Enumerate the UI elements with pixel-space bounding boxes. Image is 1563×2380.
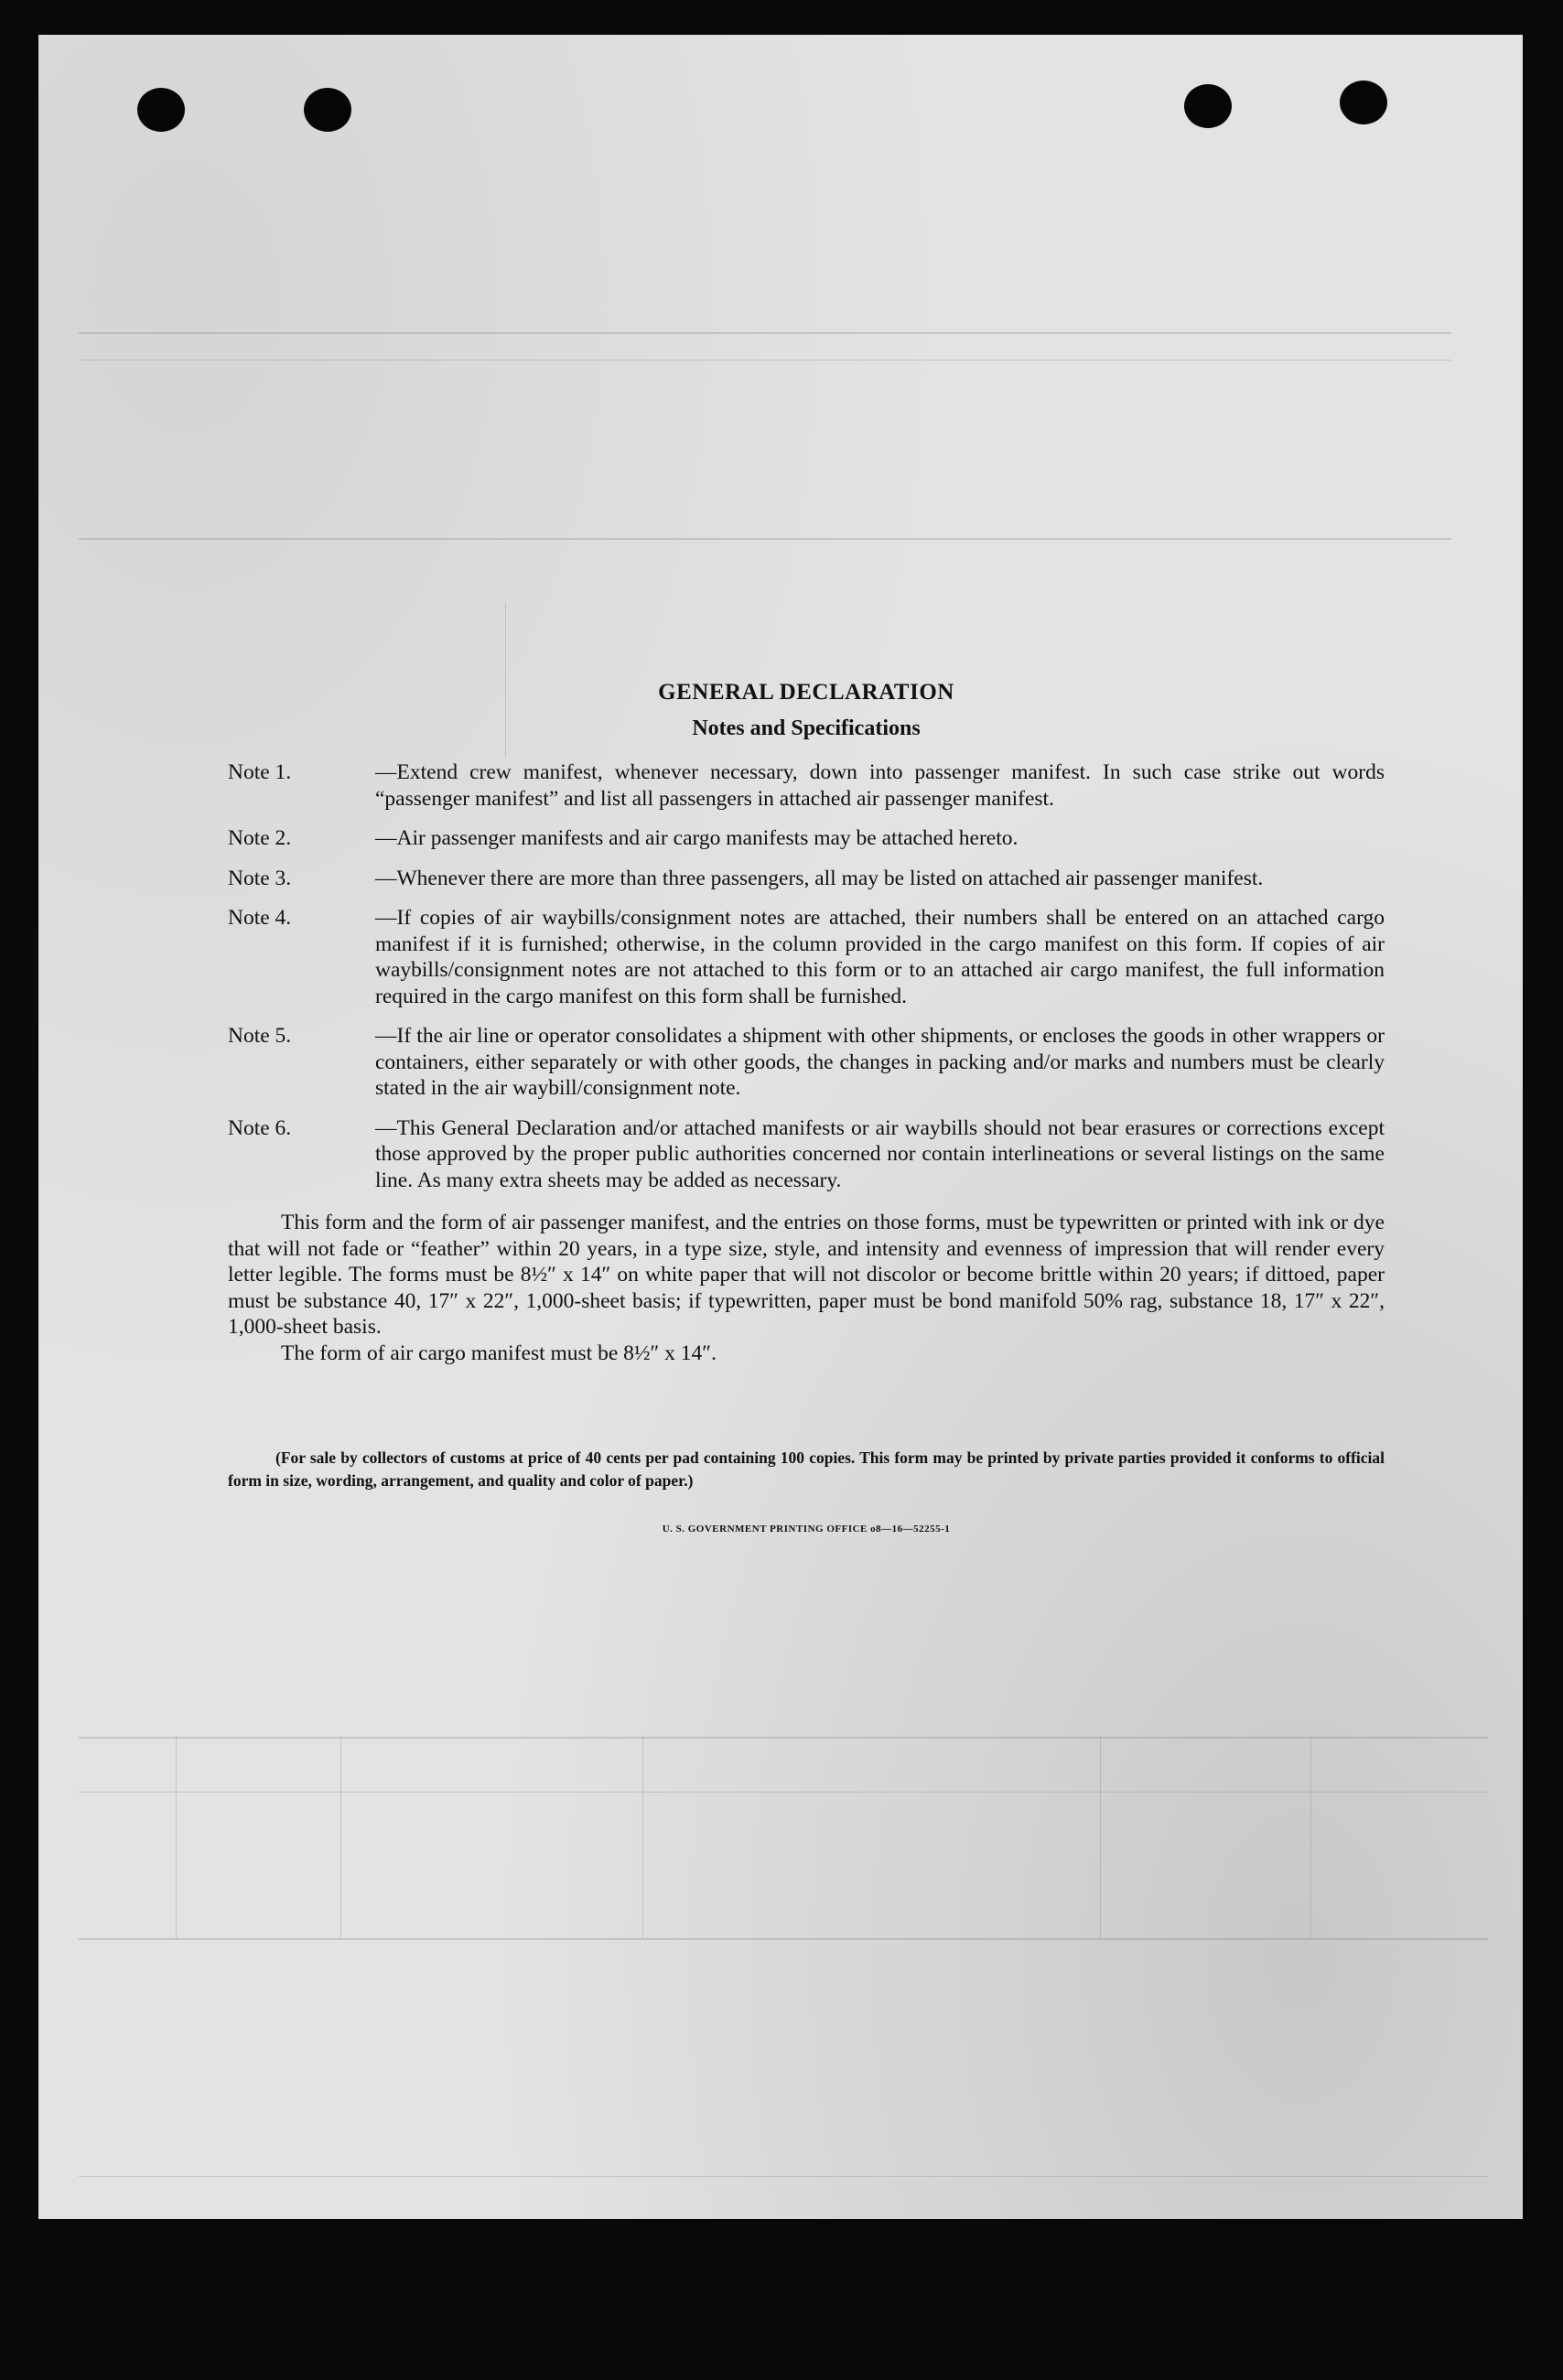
note-4 [228, 905, 1385, 1009]
note-text: —Extend crew manifest, whenever necessary, down into passenger manifest. In such case strike out words “passenger manifest” and list all passengers in attached air passenger manifest. [375, 760, 1385, 811]
document-subtitle: Notes and Specifications [692, 716, 921, 740]
cargo-manifest-size-paragraph: The form of air cargo manifest must be 8½″ x 14″. [281, 1341, 717, 1365]
note-label: Note 3. [228, 866, 292, 890]
notes-and-specifications [228, 680, 1385, 1535]
punch-hole [304, 88, 351, 132]
punch-hole [1184, 84, 1232, 128]
printer-imprint: U. S. GOVERNMENT PRINTING OFFICE o8—16—52255-1 [662, 1524, 951, 1535]
note-label: Note 4. [228, 906, 292, 930]
note-3 [228, 866, 1385, 892]
note-label: Note 6. [228, 1115, 292, 1140]
note-text: —If copies of air waybills/consignment notes are attached, their numbers shall be entered on an attached cargo manifest if it is furnished; otherwise, in the column provided in the cargo manifest on this form. If copies of air waybills/consignment notes are not attached to this form or to an attached air cargo manifest, the full information required in the cargo manifest on this form shall be furnished. [375, 906, 1385, 1008]
note-2 [228, 825, 1385, 852]
note-label: Note 2. [228, 826, 292, 850]
note-label: Note 1. [228, 760, 292, 784]
note-text: —This General Declaration and/or attached manifests or air waybills should not bear erasures or corrections except those approved by the proper public authorities concerned nor contain interlineations or several listings on the same line. As many extra sheets may be added as necessary. [375, 1115, 1385, 1192]
note-5 [228, 1023, 1385, 1102]
form-requirements-paragraph: This form and the form of air passenger manifest, and the entries on those forms, must be typewritten or printed with ink or dye that will not fade or “feather” within 20 years, in a type size, style, and intensity and evenness of impression that will render every letter legible. The forms must be 8½″ x 14″ on white paper that will not discolor or become brittle within 20 years; if dittoed, paper must be substance 40, 17″ x 22″, 1,000-sheet basis; if typewritten, paper must be bond manifold 50% rag, substance 18, 17″ x 22″, 1,000-sheet basis. [228, 1211, 1385, 1339]
note-text: —If the air line or operator consolidates a shipment with other shipments, or encloses the goods in other wrappers or containers, either separately or with other goods, the changes in packing and/or marks and numbers must be clearly stated in the air waybill/consignment note. [375, 1024, 1385, 1100]
note-1 [228, 759, 1385, 812]
document-title: GENERAL DECLARATION [658, 680, 954, 705]
punch-hole [1340, 81, 1387, 124]
note-text: —Whenever there are more than three passengers, all may be listed on attached air passenger manifest. [375, 866, 1264, 890]
sale-notice: (For sale by collectors of customs at price of 40 cents per pad containing 100 copies. This form may be printed by private parties provided it conforms to official form in size, wording, arrangement, and quality and color of paper.) [228, 1448, 1385, 1490]
note-text: —Air passenger manifests and air cargo manifests may be attached hereto. [375, 826, 1019, 850]
punch-hole [137, 88, 185, 132]
document-sheet [38, 35, 1523, 2219]
note-6 [228, 1115, 1385, 1194]
note-label: Note 5. [228, 1024, 292, 1048]
